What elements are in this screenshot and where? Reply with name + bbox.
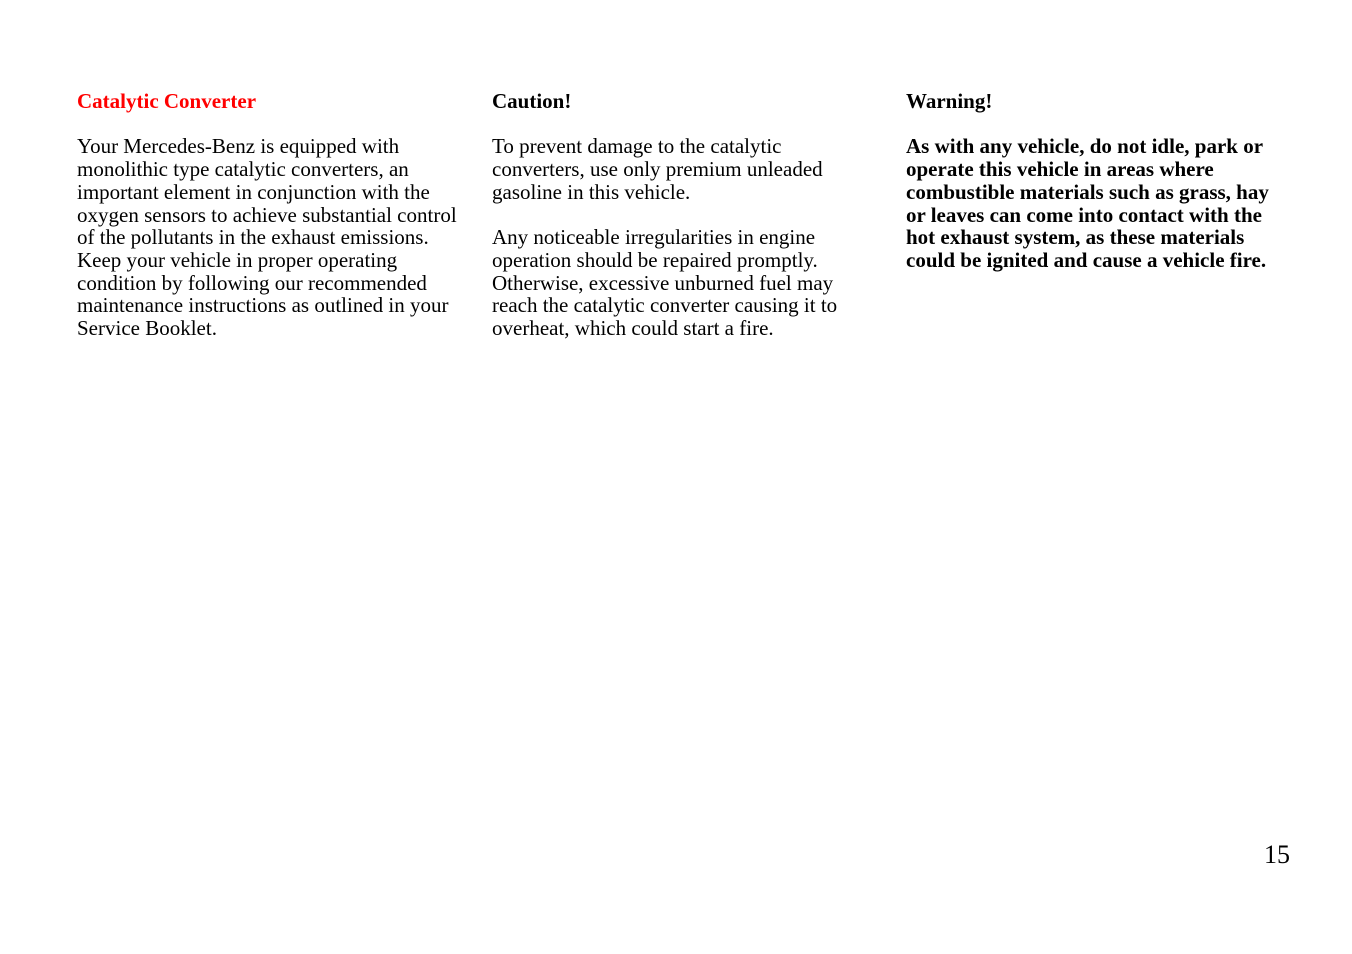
column-warning xyxy=(906,88,1278,294)
caution-paragraph-fuel: To prevent damage to the catalytic converters, use only premium unleaded gasoline in this vehicle. xyxy=(492,134,823,204)
column-caution xyxy=(492,88,872,362)
caution-heading: Caution! xyxy=(492,89,572,113)
warning-heading: Warning! xyxy=(906,89,993,113)
catalytic-converter-paragraph: Your Mercedes-Benz is equipped with monolithic type catalytic converters, an important element in conjunction with the oxygen sensors to achieve substantial control of the pollutants in the exhaust emissions. Keep your vehicle in proper operating condition by following our recommended maintenance instructions as outlined in your Service Booklet. xyxy=(77,134,457,341)
page-number: 15 xyxy=(1264,840,1290,869)
column-catalytic-converter xyxy=(77,88,457,362)
caution-paragraph-irregularities: Any noticeable irregularities in engine operation should be repaired promptly. Otherwise, excessive unburned fuel may reach the catalytic converter causing it to overheat, which could start a fire. xyxy=(492,225,838,340)
section-heading-catalytic-converter: Catalytic Converter xyxy=(77,89,257,113)
warning-paragraph: As with any vehicle, do not idle, park or operate this vehicle in areas where combustible materials such as grass, hay or leaves can come into contact with the hot exhaust system, as these materials could be ignited and cause a vehicle fire. xyxy=(906,134,1269,272)
